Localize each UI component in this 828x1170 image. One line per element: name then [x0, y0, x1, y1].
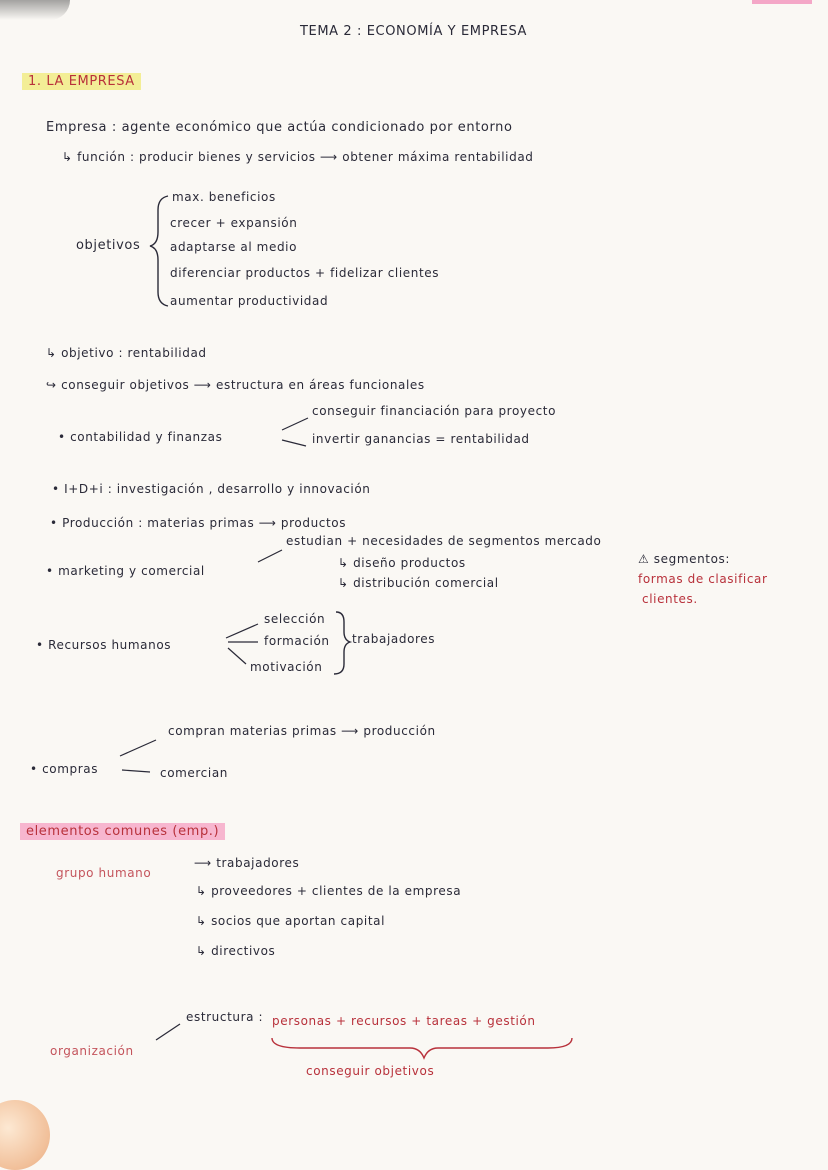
estructura-value: personas + recursos + tareas + gestión: [272, 1014, 536, 1028]
segmentos-note-title: ⚠ segmentos:: [638, 552, 731, 566]
contabilidad-b: invertir ganancias = rentabilidad: [312, 432, 530, 446]
marketing-b: ↳ diseño productos: [338, 556, 466, 570]
arrow-contab-a: [282, 418, 308, 430]
objetivo-item: adaptarse al medio: [170, 240, 298, 254]
compras-b: comercian: [160, 766, 228, 780]
estructura-goal: conseguir objetivos: [306, 1064, 435, 1078]
marketing-a: estudian + necesidades de segmentos mercado: [286, 534, 602, 548]
grupo-humano-label: grupo humano: [56, 866, 152, 880]
objetivo-item: max. beneficios: [172, 190, 276, 204]
grupo-item: ⟶ trabajadores: [194, 856, 300, 870]
marketing-c: ↳ distribución comercial: [338, 576, 499, 590]
compras-a: compran materias primas ⟶ producción: [168, 724, 436, 738]
objetivo-rentabilidad: ↳ objetivo : rentabilidad: [46, 346, 207, 360]
objetivo-item: crecer + expansión: [170, 216, 298, 230]
organizacion-label: organización: [50, 1044, 134, 1058]
objetivo-item: diferenciar productos + fidelizar clientes: [170, 266, 440, 280]
rrhh-item: selección: [264, 612, 326, 626]
idi-line: • I+D+i : investigación , desarrollo y innovación: [52, 482, 371, 496]
rrhh-brace: [334, 612, 350, 674]
page-title: TEMA 2 : ECONOMÍA Y EMPRESA: [300, 24, 528, 39]
objetivo-item: aumentar productividad: [170, 294, 329, 308]
grupo-item: ↳ proveedores + clientes de la empresa: [196, 884, 462, 898]
grupo-item: ↳ directivos: [196, 944, 276, 958]
rrhh-label: • Recursos humanos: [36, 638, 172, 652]
rrhh-item: formación: [264, 634, 330, 648]
rrhh-item: motivación: [250, 660, 323, 674]
produccion-line: • Producción : materias primas ⟶ productos: [50, 516, 347, 530]
red-brace: [272, 1038, 572, 1058]
funcion-line: ↳ función : producir bienes y servicios ⟶ obtener máxima rentabilidad: [62, 150, 534, 164]
estructura-label: estructura :: [186, 1010, 264, 1024]
segmentos-note-body: formas de clasificar: [638, 572, 768, 586]
compras-label: • compras: [30, 762, 99, 776]
contabilidad-label: • contabilidad y finanzas: [58, 430, 223, 444]
arrow-org: [156, 1024, 180, 1040]
arrow-compras-b: [122, 770, 150, 772]
arrow-rrhh-1: [226, 624, 258, 638]
objetivos-brace: [150, 196, 168, 306]
segmentos-note-body: clientes.: [642, 592, 698, 606]
arrow-contab-b: [282, 440, 306, 446]
objetivos-label: objetivos: [76, 238, 141, 253]
contabilidad-a: conseguir financiación para proyecto: [312, 404, 557, 418]
rrhh-target: trabajadores: [352, 632, 436, 646]
arrow-marketing: [258, 550, 282, 562]
section-heading-elementos: elementos comunes (emp.): [20, 824, 225, 839]
conseguir-objetivos: ↪ conseguir objetivos ⟶ estructura en áreas funcionales: [46, 378, 425, 392]
marketing-label: • marketing y comercial: [46, 564, 205, 578]
arrow-rrhh-3: [228, 648, 246, 664]
arrow-compras-a: [120, 740, 156, 756]
grupo-item: ↳ socios que aportan capital: [196, 914, 386, 928]
section-heading-empresa: 1. LA EMPRESA: [22, 74, 141, 89]
empresa-definition: Empresa : agente económico que actúa condicionado por entorno: [46, 120, 513, 135]
